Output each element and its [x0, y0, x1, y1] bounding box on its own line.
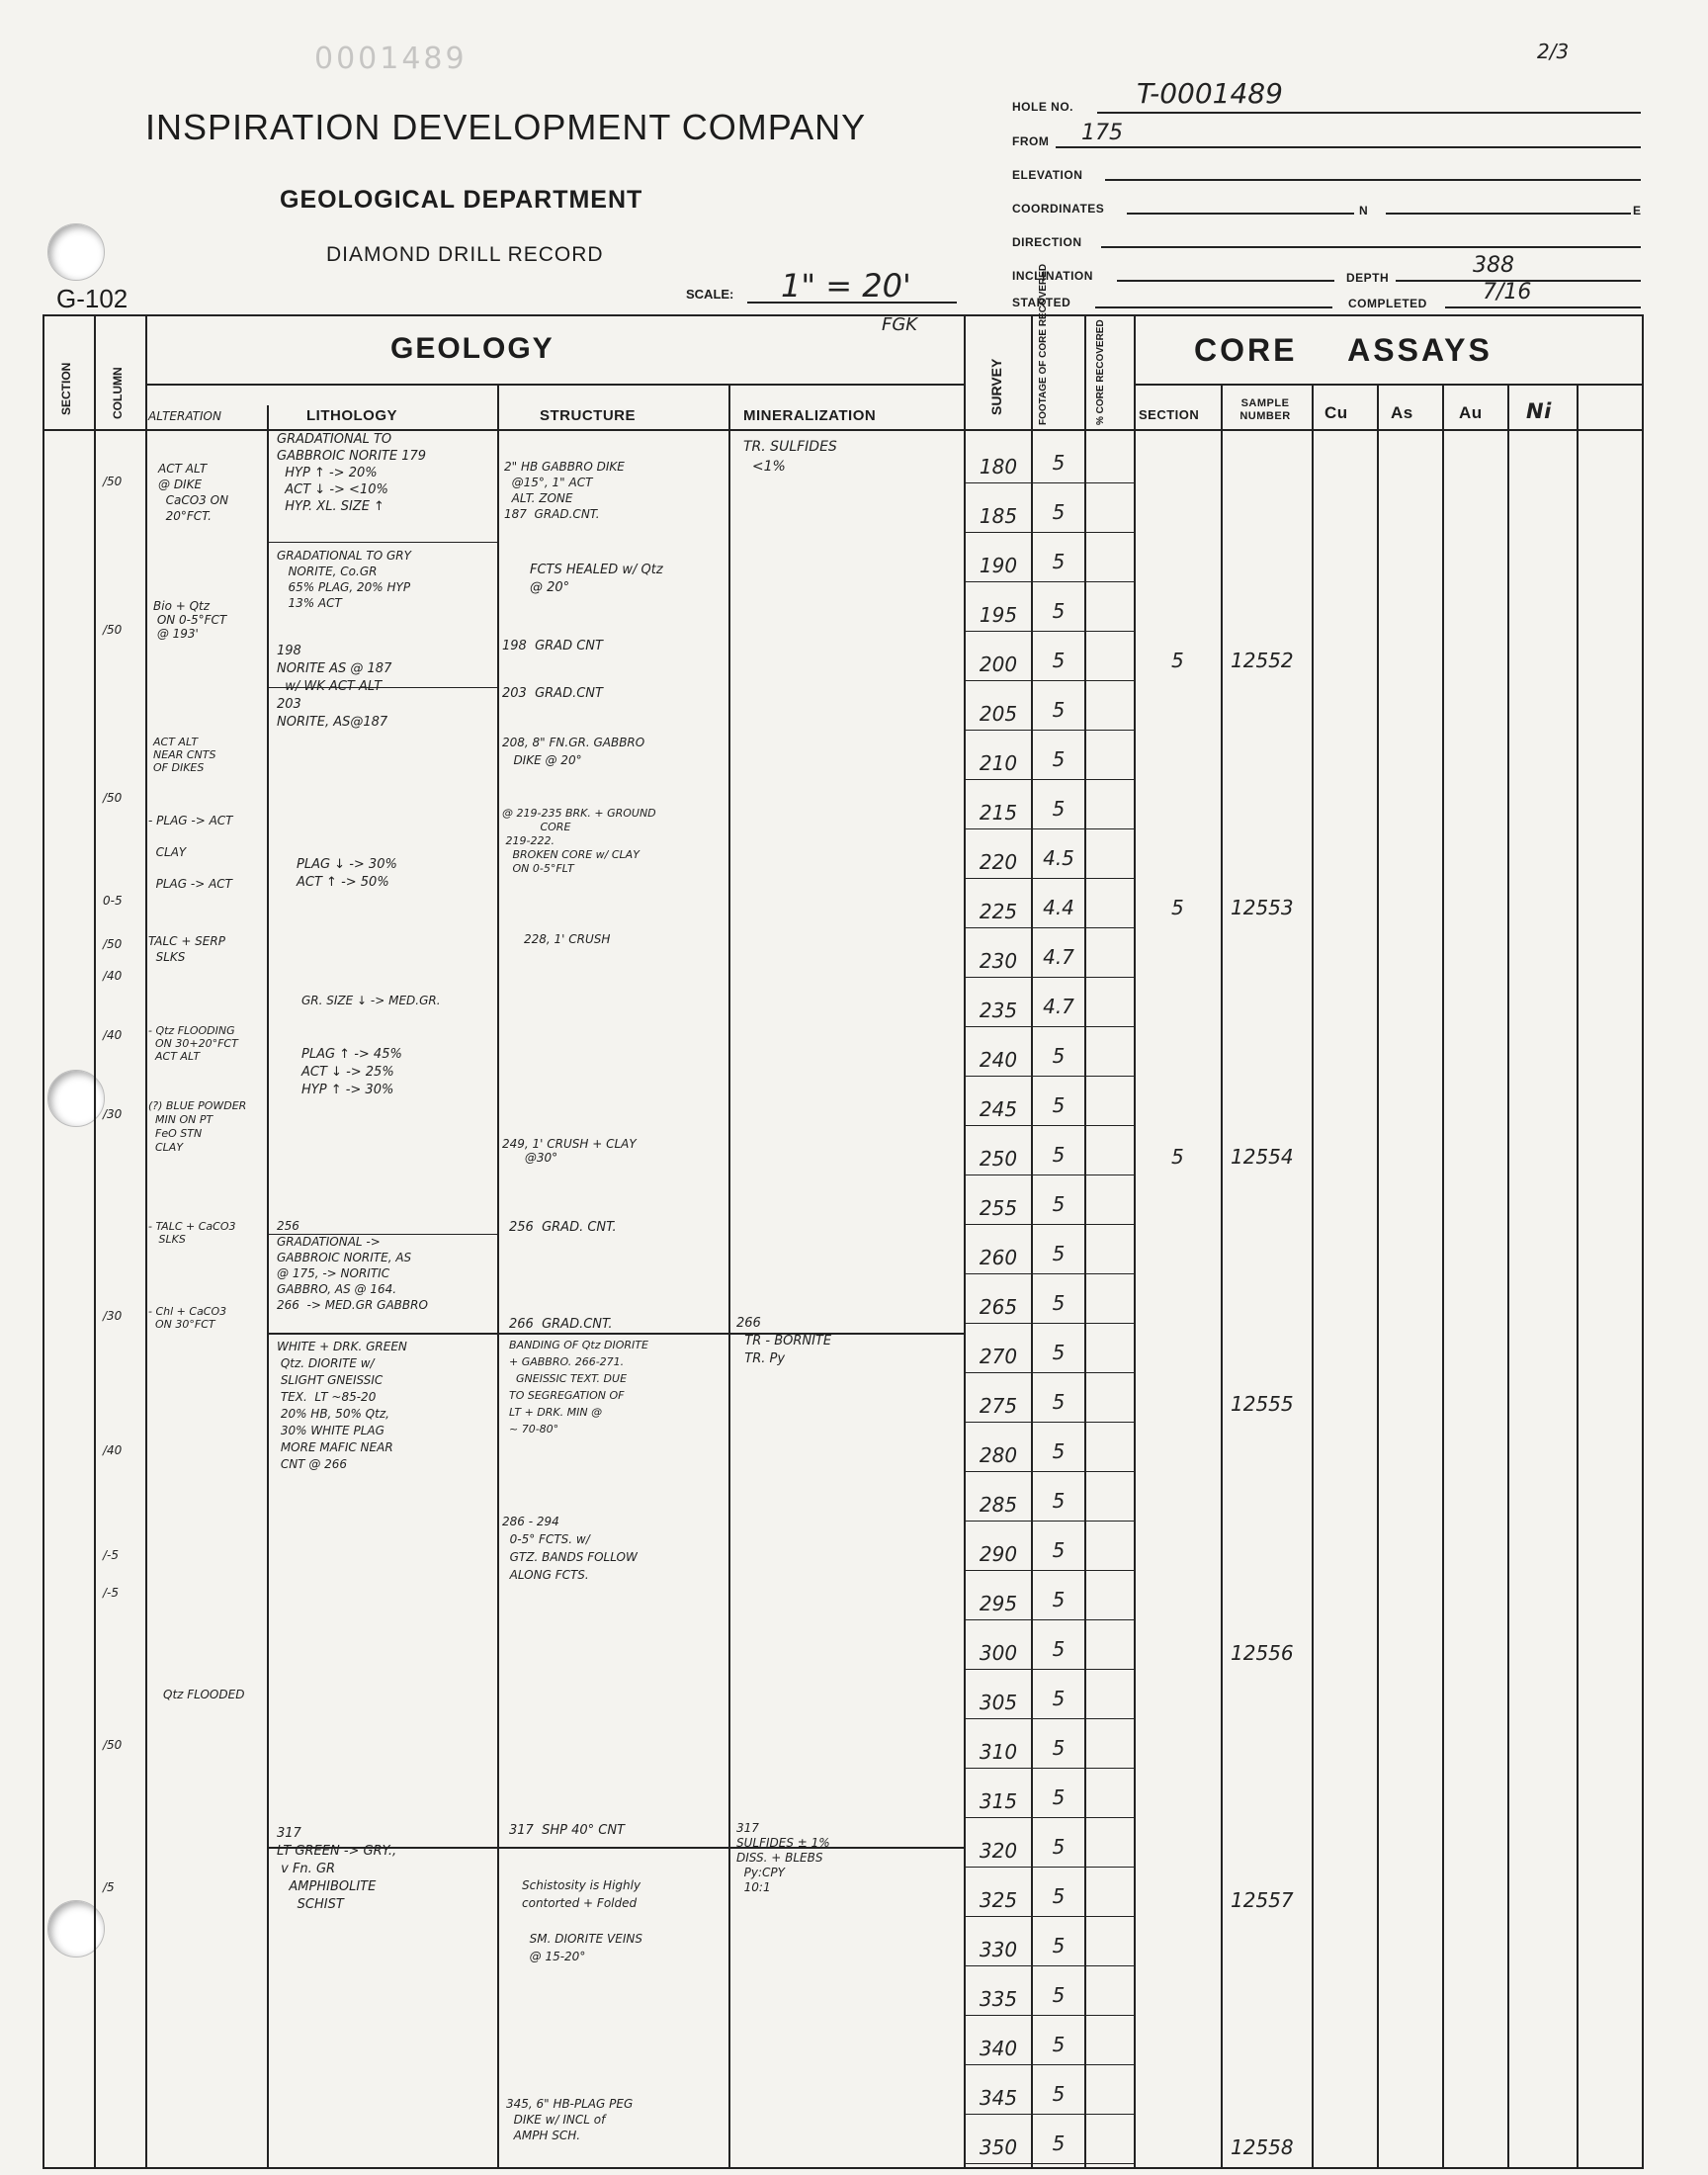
row-depth: 205	[979, 702, 1018, 726]
sample-number: 12557	[1231, 1888, 1294, 1912]
started-line	[1095, 306, 1332, 308]
scale-underline	[747, 302, 957, 304]
lithology-note: PLAG ↓ -> 30% ACT ↑ -> 50%	[297, 857, 397, 890]
column-mark: /40	[103, 969, 123, 983]
alteration-header: ALTERATION	[148, 409, 221, 423]
column-mark: /50	[103, 623, 123, 637]
pct-core-header: % CORE RECOVERED	[1095, 319, 1106, 425]
assay-section: 5	[1171, 1145, 1184, 1169]
row-depth: 275	[979, 1394, 1018, 1418]
structure-note: 345, 6" HB-PLAG PEG DIKE w/ INCL of AMPH SCH.	[506, 2097, 634, 2142]
column-mark: /5	[103, 1880, 115, 1894]
lithology-note: 256 GRADATIONAL -> GABBROIC NORITE, AS @ 175, -> NORITIC GABBRO, AS @ 164. 266 -> MED.GR GABBRO	[277, 1219, 428, 1312]
row-rule	[964, 1471, 1134, 1472]
column-header: COLUMN	[111, 367, 125, 419]
row-depth: 225	[979, 900, 1018, 923]
row-rule	[964, 482, 1134, 483]
grid-line	[94, 314, 96, 2169]
assay-section: 5	[1171, 649, 1184, 672]
row-depth: 345	[979, 2086, 1018, 2110]
row-depth: 250	[979, 1147, 1018, 1171]
assay-section: 5	[1171, 896, 1184, 919]
row-recovered: 5	[1052, 1588, 1066, 1611]
column-mark: /40	[103, 1443, 123, 1457]
alteration-note: Bio + Qtz ON 0-5°FCT @ 193'	[153, 599, 227, 641]
started-label: STARTED	[1012, 296, 1071, 309]
row-depth: 335	[979, 1987, 1018, 2011]
row-rule	[964, 878, 1134, 879]
row-rule	[964, 581, 1134, 582]
row-recovered: 5	[1052, 1835, 1066, 1859]
row-rule	[964, 680, 1134, 681]
direction-label: DIRECTION	[1012, 235, 1082, 249]
lithology-note: GRADATIONAL TO GABBROIC NORITE 179 HYP ↑ -> 20% ACT ↓ -> <10% HYP. XL. SIZE ↑	[277, 432, 427, 514]
row-recovered: 5	[1052, 1884, 1066, 1908]
row-recovered: 4.4	[1043, 896, 1074, 919]
row-rule	[964, 1125, 1134, 1126]
row-depth: 320	[979, 1839, 1018, 1863]
structure-note: @ 219-235 BRK. + GROUND CORE 219-222. BROKEN CORE w/ CLAY ON 0-5°FLT	[502, 807, 656, 875]
row-rule	[964, 1273, 1134, 1274]
row-rule	[964, 1768, 1134, 1769]
row-rule	[964, 1076, 1134, 1077]
row-recovered: 5	[1052, 1242, 1066, 1265]
contact-line	[267, 542, 497, 543]
row-recovered: 5	[1052, 1489, 1066, 1513]
row-recovered: 5	[1052, 2082, 1066, 2106]
structure-note: 2" HB GABBRO DIKE @15°, 1" ACT ALT. ZONE 187 GRAD.CNT.	[504, 460, 625, 521]
row-rule	[964, 828, 1134, 829]
lithology-note: 198 NORITE AS @ 187 w/ WK ACT ALT 203 NORITE, AS@187	[277, 644, 392, 730]
grid-line	[964, 314, 966, 2169]
column-mark: /50	[103, 791, 123, 805]
alteration-note: ACT ALT NEAR CNTS OF DIKES	[153, 736, 216, 774]
row-depth: 210	[979, 751, 1018, 775]
column-mark: /50	[103, 1738, 123, 1752]
row-rule	[964, 1174, 1134, 1175]
row-rule	[964, 1570, 1134, 1571]
sample-number: 12558	[1231, 2135, 1294, 2159]
hole-no-line	[1097, 112, 1641, 114]
row-rule	[964, 532, 1134, 533]
row-rule	[964, 2114, 1134, 2115]
row-recovered: 5	[1052, 1983, 1066, 2007]
row-rule	[964, 1867, 1134, 1868]
logger-initials: FGK	[882, 314, 918, 335]
grid-line	[1312, 384, 1314, 2169]
row-rule	[964, 730, 1134, 731]
row-recovered: 5	[1052, 649, 1066, 672]
sample-number: 12552	[1231, 649, 1294, 672]
hole-no-label: HOLE NO.	[1012, 100, 1074, 114]
column-mark: /-5	[103, 1548, 120, 1562]
row-recovered: 5	[1052, 550, 1066, 573]
structure-note: 208, 8" FN.GR. GABBRO DIKE @ 20°	[502, 736, 645, 767]
row-rule	[964, 1422, 1134, 1423]
row-rule	[964, 2015, 1134, 2016]
row-recovered: 5	[1052, 1637, 1066, 1661]
row-depth: 265	[979, 1295, 1018, 1319]
grid-line	[1134, 384, 1644, 386]
row-recovered: 4.7	[1043, 945, 1074, 969]
cu-header: Cu	[1324, 403, 1348, 422]
row-recovered: 5	[1052, 1044, 1066, 1068]
row-depth: 255	[979, 1196, 1018, 1220]
row-rule	[964, 779, 1134, 780]
north-label: N	[1359, 204, 1369, 218]
row-recovered: 5	[1052, 1687, 1066, 1710]
alteration-note: - TALC + CaCO3 SLKS	[148, 1220, 236, 1246]
row-rule	[964, 1521, 1134, 1522]
row-rule	[964, 1224, 1134, 1225]
row-depth: 230	[979, 949, 1018, 973]
row-depth: 330	[979, 1938, 1018, 1961]
row-depth: 295	[979, 1592, 1018, 1615]
coordinates-n-line	[1127, 213, 1354, 215]
lithology-header: LITHOLOGY	[306, 407, 397, 424]
row-depth: 350	[979, 2135, 1018, 2159]
column-mark: /30	[103, 1107, 123, 1121]
row-depth: 245	[979, 1097, 1018, 1121]
structure-note: 317 SHP 40° CNT	[509, 1823, 625, 1838]
grid-line	[1442, 384, 1444, 2169]
elevation-line	[1105, 179, 1641, 181]
structure-note: BANDING OF Qtz DIORITE + GABBRO. 266-271. GNEISSIC TEXT. DUE TO SEGREGATION OF LT + DRK. MIN @ ~ 70-80°	[509, 1339, 648, 1436]
row-depth: 200	[979, 652, 1018, 676]
depth-value: 388	[1473, 253, 1514, 278]
row-rule	[964, 1372, 1134, 1373]
row-recovered: 4.7	[1043, 995, 1074, 1018]
elevation-label: ELEVATION	[1012, 168, 1083, 182]
row-rule	[964, 927, 1134, 928]
survey-header: SURVEY	[988, 358, 1004, 415]
alteration-note: - Qtz FLOODING ON 30+20°FCT ACT ALT	[148, 1024, 238, 1063]
row-depth: 190	[979, 554, 1018, 577]
depth-label: DEPTH	[1346, 271, 1390, 285]
grid-line	[497, 384, 499, 2169]
row-rule	[964, 1965, 1134, 1966]
structure-note: 249, 1' CRUSH + CLAY @30°	[502, 1137, 637, 1165]
structure-note: 266 GRAD.CNT.	[509, 1317, 613, 1332]
row-depth: 280	[979, 1443, 1018, 1467]
footage-header: FOOTAGE OF CORE RECOVERED	[1038, 263, 1049, 425]
row-rule	[964, 1669, 1134, 1670]
inclination-line	[1117, 280, 1334, 282]
row-rule	[964, 1817, 1134, 1818]
lithology-note: GR. SIZE ↓ -> MED.GR.	[301, 994, 441, 1007]
direction-line	[1101, 246, 1641, 248]
mineralization-header: MINERALIZATION	[743, 407, 877, 424]
row-recovered: 5	[1052, 747, 1066, 771]
row-recovered: 5	[1052, 1439, 1066, 1463]
row-depth: 235	[979, 999, 1018, 1022]
core-assays-header: CORE ASSAYS	[1194, 332, 1493, 368]
structure-note: 256 GRAD. CNT.	[509, 1220, 617, 1235]
row-depth: 270	[979, 1345, 1018, 1368]
column-mark: /40	[103, 1028, 123, 1042]
from-label: FROM	[1012, 134, 1050, 148]
mineralization-note: TR. SULFIDES <1%	[743, 439, 837, 475]
sample-number: 12556	[1231, 1641, 1294, 1665]
record-title: DIAMOND DRILL RECORD	[326, 243, 604, 266]
row-depth: 260	[979, 1246, 1018, 1269]
row-depth: 195	[979, 603, 1018, 627]
row-depth: 305	[979, 1691, 1018, 1714]
row-recovered: 5	[1052, 1736, 1066, 1760]
grid-line	[267, 405, 269, 2169]
row-depth: 290	[979, 1542, 1018, 1566]
row-depth: 310	[979, 1740, 1018, 1764]
row-recovered: 5	[1052, 1934, 1066, 1958]
column-mark: /-5	[103, 1586, 120, 1600]
scale-label: SCALE:	[686, 287, 734, 302]
grid-line	[1031, 314, 1033, 2169]
column-mark: 0-5	[103, 894, 123, 908]
row-rule	[964, 1026, 1134, 1027]
lithology-note: WHITE + DRK. GREEN Qtz. DIORITE w/ SLIGHT GNEISSIC TEX. LT ~85-20 20% HB, 50% Qtz, 30% WHITE PLAG MORE MAFIC NEAR CNT @ 266	[277, 1340, 407, 1471]
inclination-label: INCLINATION	[1012, 269, 1093, 283]
alteration-note: Qtz FLOODED	[163, 1688, 245, 1701]
row-recovered: 5	[1052, 1341, 1066, 1364]
row-recovered: 5	[1052, 500, 1066, 524]
grid-line	[1221, 384, 1223, 2169]
as-header: As	[1391, 403, 1413, 422]
structure-note: 286 - 294 0-5° FCTS. w/ GTZ. BANDS FOLLOW ALONG FCTS.	[502, 1515, 638, 1582]
row-depth: 240	[979, 1048, 1018, 1072]
row-depth: 325	[979, 1888, 1018, 1912]
section-header: SECTION	[59, 362, 73, 415]
row-depth: 285	[979, 1493, 1018, 1517]
completed-label: COMPLETED	[1348, 297, 1427, 310]
row-depth: 185	[979, 504, 1018, 528]
alteration-note: - PLAG -> ACT CLAY PLAG -> ACT	[148, 814, 233, 891]
grid-line	[1134, 314, 1136, 2169]
sample-number-header: SAMPLE NUMBER	[1239, 397, 1291, 422]
grid-line	[145, 384, 964, 386]
from-value: 175	[1081, 121, 1123, 145]
grid-line	[728, 384, 730, 2169]
column-mark: /50	[103, 937, 123, 951]
ni-header: Ni	[1526, 399, 1552, 423]
coordinates-e-line	[1386, 213, 1631, 215]
row-depth: 340	[979, 2037, 1018, 2060]
row-recovered: 5	[1052, 599, 1066, 623]
row-recovered: 5	[1052, 1785, 1066, 1809]
grid-line	[1377, 384, 1379, 2169]
row-recovered: 5	[1052, 2132, 1066, 2155]
row-recovered: 5	[1052, 1143, 1066, 1167]
row-recovered: 5	[1052, 1291, 1066, 1315]
lithology-note: PLAG ↑ -> 45% ACT ↓ -> 25% HYP ↑ -> 30%	[301, 1047, 402, 1097]
hole-no-value: T-0001489	[1137, 77, 1283, 110]
row-depth: 215	[979, 801, 1018, 825]
mineralization-note: 266 TR - BORNITE TR. Py	[736, 1316, 832, 1366]
sample-number: 12553	[1231, 896, 1294, 919]
row-recovered: 4.5	[1043, 846, 1074, 870]
row-depth: 180	[979, 455, 1018, 478]
alteration-note: TALC + SERP SLKS	[148, 934, 225, 964]
coordinates-label: COORDINATES	[1012, 202, 1105, 216]
row-rule	[964, 1718, 1134, 1719]
east-label: E	[1633, 204, 1642, 218]
row-rule	[964, 977, 1134, 978]
from-line	[1056, 146, 1641, 148]
alteration-note: - Chl + CaCO3 ON 30°FCT	[148, 1305, 227, 1331]
row-rule	[964, 631, 1134, 632]
row-recovered: 5	[1052, 797, 1066, 821]
sample-number: 12554	[1231, 1145, 1294, 1169]
grid-line	[1084, 314, 1086, 2169]
completed-line	[1445, 306, 1641, 308]
company-name: INSPIRATION DEVELOPMENT COMPANY	[145, 107, 867, 147]
row-rule	[964, 2163, 1134, 2164]
row-recovered: 5	[1052, 2033, 1066, 2056]
row-rule	[964, 1619, 1134, 1620]
row-recovered: 5	[1052, 451, 1066, 475]
au-header: Au	[1459, 403, 1483, 422]
page-number: 2/3	[1537, 40, 1570, 63]
contact-line	[267, 1333, 728, 1335]
row-rule	[964, 1323, 1134, 1324]
row-depth: 300	[979, 1641, 1018, 1665]
grid-line	[1577, 384, 1579, 2169]
row-recovered: 5	[1052, 698, 1066, 722]
structure-note: 228, 1' CRUSH	[524, 932, 611, 946]
row-recovered: 5	[1052, 1093, 1066, 1117]
lithology-note: GRADATIONAL TO GRY NORITE, Co.GR 65% PLAG, 20% HYP 13% ACT	[277, 549, 411, 610]
row-recovered: 5	[1052, 1192, 1066, 1216]
form-number: G-102	[56, 284, 128, 313]
lithology-note: 317 LT GREEN -> GRY., v Fn. GR AMPHIBOLITE SCHIST	[277, 1826, 397, 1912]
mineralization-note: 317 SULFIDES ± 1% DISS. + BLEBS Py:CPY 10:1	[736, 1821, 830, 1894]
row-rule	[964, 2064, 1134, 2065]
completed-value: 7/16	[1483, 280, 1532, 304]
row-depth: 315	[979, 1789, 1018, 1813]
alteration-note: (?) BLUE POWDER MIN ON PT FeO STN CLAY	[148, 1099, 247, 1154]
column-mark: /30	[103, 1309, 123, 1323]
structure-note: 203 GRAD.CNT	[502, 686, 603, 701]
structure-note: FCTS HEALED w/ Qtz @ 20°	[530, 563, 663, 595]
binder-hole-top	[47, 223, 105, 281]
column-mark: /50	[103, 475, 123, 488]
structure-note: 198 GRAD CNT	[502, 639, 603, 653]
sample-number: 12555	[1231, 1392, 1294, 1416]
row-depth: 220	[979, 850, 1018, 874]
department-title: GEOLOGICAL DEPARTMENT	[280, 186, 643, 214]
document-stamp: 0001489	[314, 42, 468, 76]
row-recovered: 5	[1052, 1538, 1066, 1562]
structure-note: Schistosity is Highly contorted + Folded SM. DIORITE VEINS @ 15-20°	[522, 1878, 642, 1963]
row-recovered: 5	[1052, 1390, 1066, 1414]
structure-header: STRUCTURE	[540, 407, 636, 424]
assay-section-header: SECTION	[1139, 407, 1200, 422]
scale-value: 1" = 20'	[781, 267, 911, 304]
grid-line	[145, 314, 147, 2169]
grid-line	[1507, 384, 1509, 2169]
alteration-note: ACT ALT @ DIKE CaCO3 ON 20°FCT.	[158, 462, 229, 523]
geology-header: GEOLOGY	[390, 332, 555, 365]
row-rule	[964, 1916, 1134, 1917]
